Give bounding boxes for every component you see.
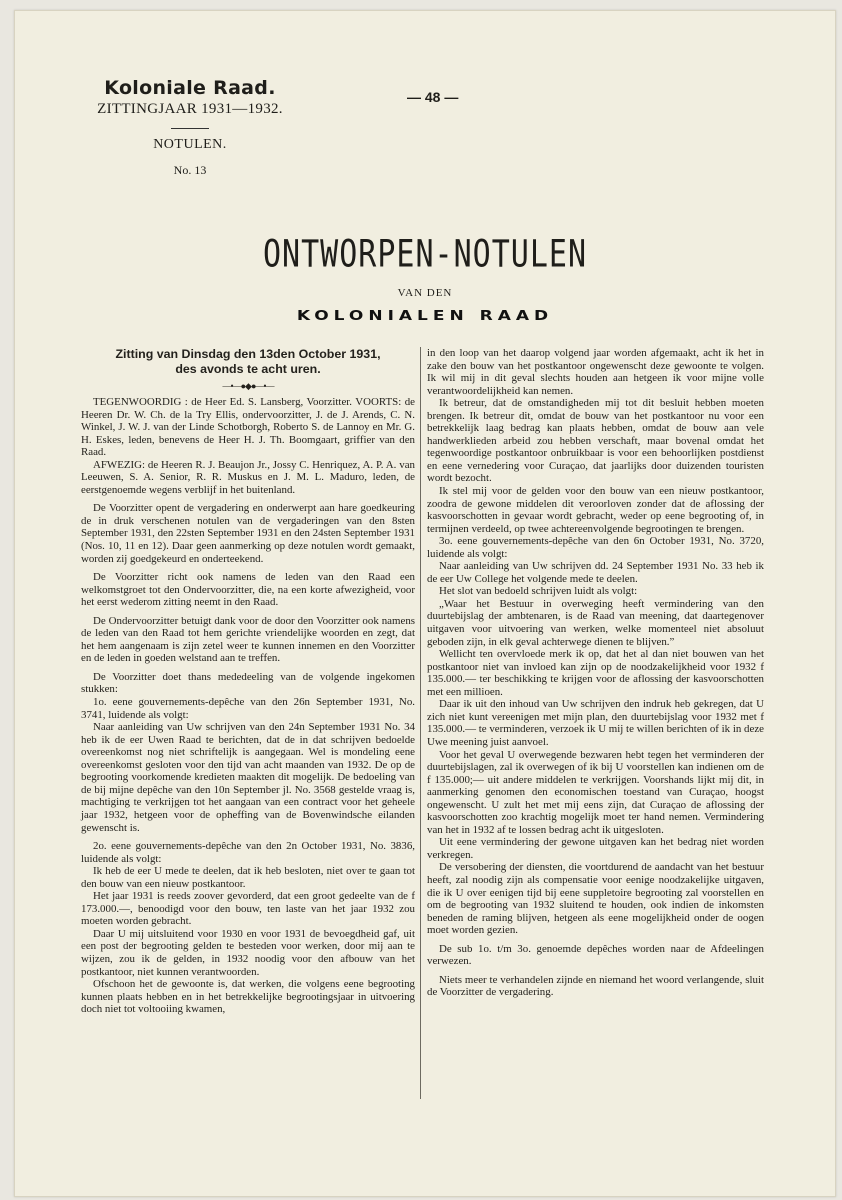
- main-subtitle: VAN DEN: [397, 287, 453, 299]
- paragraph: 3o. eene gouvernements-depêche van den 6n October 1931, No. 3720, luidende als volgt:: [427, 535, 764, 560]
- paragraph: Ik betreur, dat de omstandigheden mij tot dit besluit hebben moeten brengen. Ik betreur dit, omdat de bouw van het postkantoor nu voor een betrekkelijk laag bedrag kan plaats hebben, omdat de bouw aan vele handwerklieden arbeid zou hebben verschaft, maar bovenal omdat het tegenwoordige postkantoor onbruikbaar is voor een behoorlijken postdienst en eene vernedering voor Curaçao, dat jaarlijks door duizenden touristen wordt bezocht.: [427, 397, 764, 485]
- session-year: ZITTINGJAAR 1931—1932.: [97, 101, 283, 117]
- paragraph: De Voorzitter richt ook namens de leden van den Raad een welkomstgroet tot den Ondervoorzitter, die, na een korte afwezigheid, voor het eerst wederom zitting neemt in den Raad.: [81, 571, 415, 609]
- paragraph: De Voorzitter doet thans mededeeling van de volgende ingekomen stukken:: [81, 670, 415, 696]
- paragraph: Wellicht ten overvloede merk ik op, dat het al dan niet bouwen van het postkantoor niet van invloed kan zijn op de noodzakelijkheid voor 1932 f 135.000.— ter beschikking te krijgen voor de aflossing der kasvoorschotten met een millioen.: [427, 648, 764, 698]
- paragraph: Naar aanleiding van Uw schrijven van den 24n September 1931 No. 34 heb ik de eer Uwen Raad te berichten, dat de in dat schrijven bedoelde overeenkomst nog niet schriftelijk is aangegaan. Wel is mondeling eene overeenkomst gesloten voor den tijd van acht maanden van 1932. De op de begrooting voorkomende kredieten maakten dit mogelijk. De bedoeling van de bij mijne depêche van den 10n September jl. No. 3568 gestelde vraag is, machtiging te verkrijgen tot het aangaan van een contract voor het geheele jaar 1932, hetgeen voor de opheffing van de Bovenwindsche eilanden gewenscht is.: [81, 721, 415, 834]
- document-header: [80, 77, 300, 178]
- session-heading: [81, 347, 415, 377]
- paragraph: Ik stel mij voor de gelden voor den bouw van een nieuw postkantoor, zoodra de gewone middelen dit veroorloven zonder dat de aflossing der kasvoorschotten in gevaar wordt gebracht, weder op eene begrooting of, in termijnen verdeeld, op twee achtereenvolgende begrootingen te brengen.: [427, 485, 764, 535]
- paragraph: Daar U mij uitsluitend voor 1930 en voor 1931 de bevoegdheid gaf, uit een post der begrooting gelden te besteden voor werken, door mij aan te wijzen, zou ik de gelden, in 1932 noodig voor den afbouw van het postkantoor, niet kunnen verantwoorden.: [81, 927, 415, 978]
- paragraph: in den loop van het daarop volgend jaar worden afgemaakt, acht ik het in zake den bouw van het postkantoor ongewenscht deze gewoonte te volgen. Ik wil mij in dit geval slechts houden aan hetgeen ik voor mijne volle verantwoordelijkheid kan nemen.: [427, 347, 764, 397]
- council-banner: KOLONIALEN RAAD: [296, 308, 554, 324]
- paragraph: De sub 1o. t/m 3o. genoemde depêches worden naar de Afdeelingen verwezen.: [427, 942, 764, 968]
- attendance-present: TEGENWOORDIG : de Heer Ed. S. Lansberg, Voorzitter. VOORTS: de Heeren Dr. W. Ch. de la Try Ellis, ondervoorzitter, J. de J. Arends, C. N. Winkel, J. W. J. van der Linde Schotborgh, Roberto S. de Lannoy en Mr. G. H. Eskes, leden, benevens de Heer H. J. Th. Boomgaart, griffier van den Raad.: [81, 396, 415, 459]
- main-title: ONTWORPEN-NOTULEN: [262, 232, 588, 277]
- issue-number: No. 13: [173, 163, 207, 177]
- session-heading-line1: Zitting van Dinsdag den 13den October 1931,: [115, 347, 381, 361]
- section-label: NOTULEN.: [153, 137, 227, 152]
- paragraph: De Ondervoorzitter betuigt dank voor de door den Voorzitter ook namens de leden van den Raad tot hem gerichte vriendelijke woorden en zegt, dat het hem aangenaam is zijn zetel weer te kunnen innemen en den Voorzitter en de leden in goeden welstand aan te treffen.: [81, 614, 415, 665]
- session-heading-line2: des avonds te acht uren.: [175, 362, 321, 376]
- paragraph: Naar aanleiding van Uw schrijven dd. 24 September 1931 No. 33 heb ik de eer Uw College het volgende mede te deelen.: [427, 560, 764, 585]
- paragraph: Ofschoon het de gewoonte is, dat werken, die volgens eene begrooting kunnen plaats hebben en in het betrekkelijke begrootingsjaar in uitvoering doch niet tot voltooiing kwamen,: [81, 978, 415, 1016]
- paragraph: Uit eene vermindering der gewone uitgaven kan het bedrag niet worden verkregen.: [427, 836, 764, 861]
- paragraph: 1o. eene gouvernements-depêche van den 26n September 1931, No. 3741, luidende als volgt:: [81, 696, 415, 721]
- paragraph: Ik heb de eer U mede te deelen, dat ik heb besloten, niet over te gaan tot den bouw van een nieuw postkantoor.: [81, 865, 415, 890]
- paragraph: De versobering der diensten, die voortdurend de aandacht van het bestuur heeft, zal noodig zijn als compensatie voor eenige noodzakelijke uitgaven, die ik U over eenigen tijd bij eene suppletoire begrooting zal voorstellen en om de begrooting van 1932 sluitend te houden, ook indien de inkomsten beneden de raming blijven, hetgeen als eene mogelijkheid onder de oogen moet worden gezien.: [427, 861, 764, 937]
- header-divider: [171, 128, 209, 129]
- paragraph: 2o. eene gouvernements-depêche van den 2n October 1931, No. 3836, luidende als volgt:: [81, 840, 415, 865]
- column-divider: [420, 347, 421, 1099]
- page-number: — 48 —: [407, 89, 459, 105]
- paragraph: Het jaar 1931 is reeds zoover gevorderd, dat een groot gedeelte van de f 173.000.—, benoodigd voor den bouw, ten laste van het jaar 1932 zou moeten worden gebracht.: [81, 890, 415, 928]
- left-column: [81, 347, 415, 1016]
- closing-paragraph: Niets meer te verhandelen zijnde en niemand het woord verlangende, sluit de Voorzitter de vergadering.: [427, 973, 764, 999]
- document-page: [14, 10, 836, 1197]
- paragraph: De Voorzitter opent de vergadering en onderwerpt aan hare goedkeuring de in druk verschenen notulen van de vergaderingen van den 8sten September 1931, den 22sten September 1931 en den 24sten September 1931 (Nos. 10, 11 en 12). Daar geen aanmerking op deze notulen wordt gemaakt, worden zij goedgekeurd en onderteekend.: [81, 502, 415, 565]
- right-column: [427, 347, 764, 999]
- attendance-absent: AFWEZIG: de Heeren R. J. Beaujon Jr., Jossy C. Henriquez, A. P. A. van Leeuwen, S. A. Senior, R. R. Muskus en J. M. L. Maduro, leden, de eerstgenoemde wegens verblijf in het buitenland.: [81, 458, 415, 496]
- paragraph: Voor het geval U overwegende bezwaren hebt tegen het verminderen der duurtebijslagen, zal ik overwegen of ik bij U voorstellen kan indienen om de f 135.000;— uit andere middelen te verkrijgen. Voorshands lijkt mij dit, in aanmerking genomen den economischen toestand van Curaçao, hoogst ongewenscht. U zult het met mij eens zijn, dat Curaçao de aflossing der kasvoorschotten zoo krachtig mogelijk moet ter hand nemen. Vermindering van het in 1932 af te lossen bedrag acht ik uitgesloten.: [427, 748, 764, 836]
- paragraph: Het slot van bedoeld schrijven luidt als volgt:: [439, 585, 638, 598]
- council-title: Koloniale Raad.: [104, 77, 276, 99]
- paragraph: „Waar het Bestuur in overweging heeft vermindering van den duurtebijslag der ambtenaren, is de Raad van meening, dat daartegenover uitgaven voor uitvoering van werken, welke momenteel niet absoluut geboden zijn, in elk geval achterwege dienen te blijven.”: [427, 597, 764, 648]
- paragraph: Daar ik uit den inhoud van Uw schrijven den indruk heb gekregen, dat U zich niet kunt vereenigen met mijn plan, den duurtebijslag voor 1932 met f 135.000.— te verminderen, verzoek ik U mij te willen berichten of ik in deze Uwe meening juist aanvoel.: [427, 698, 764, 748]
- ornament-divider: —•—●◆●—•—: [222, 381, 274, 391]
